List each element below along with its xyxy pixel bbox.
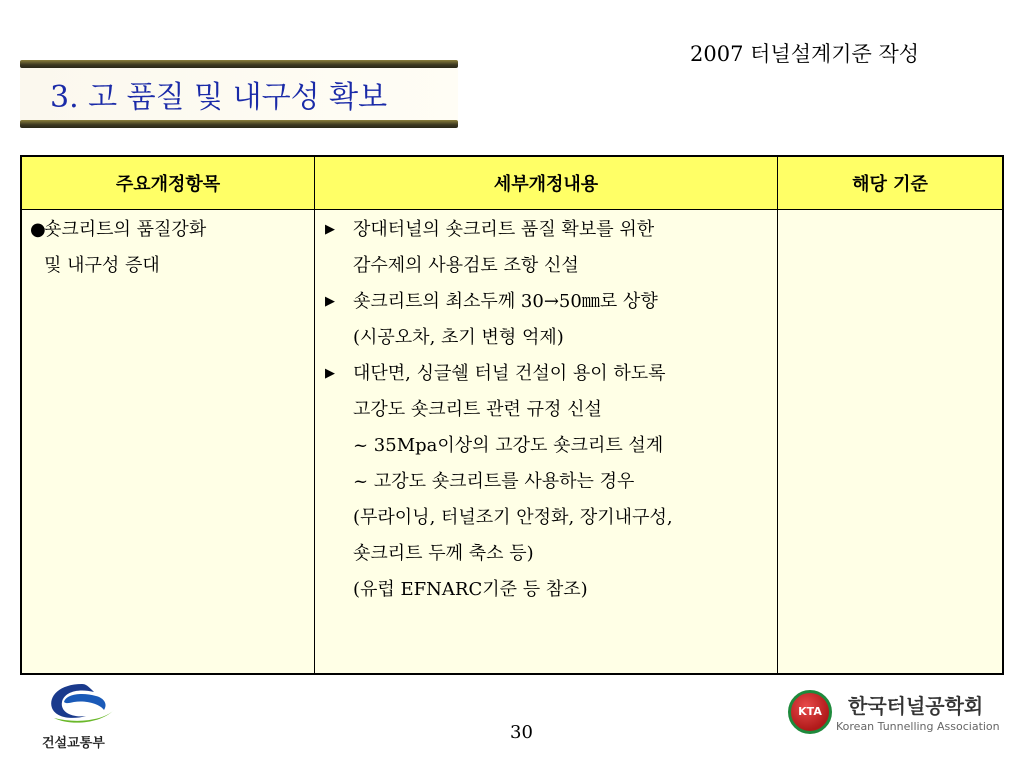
column-header-standard: 해당 기준 (778, 156, 1004, 210)
triangle-bullet-icon: ▶ (325, 294, 335, 309)
extra-line: ~ 고강도 숏크리트를 사용하는 경우 (353, 471, 635, 492)
extra-line: (무라이닝, 터널조기 안정화, 장기내구성, (353, 507, 673, 528)
ministry-logo (42, 680, 142, 750)
detail-line: (시공오차, 초기 변형 억제) (353, 327, 564, 348)
cell-standard (778, 210, 1004, 675)
title-bar-bottom (20, 120, 458, 128)
revision-table (20, 155, 1004, 675)
page-number: 30 (510, 722, 533, 743)
detail-line: 숏크리트의 최소두께 30→50㎜로 상향 (353, 291, 658, 312)
detail-line: 장대터널의 숏크리트 품질 확보를 위한 (353, 219, 655, 240)
detail-item (325, 212, 771, 248)
header-subtitle: 2007 터널설계기준 작성 (690, 42, 920, 66)
item-text-line1: 숏크리트의 품질강화 (44, 219, 207, 240)
table-header-row (21, 156, 1003, 210)
extra-line: ~ 35Mpa이상의 고강도 숏크리트 설계 (353, 435, 664, 456)
ministry-logo-text: 건설교통부 (42, 736, 105, 751)
slide-title: 3. 고 품질 및 내구성 확보 (50, 80, 388, 115)
extra-line: 숏크리트 두께 축소 등) (353, 543, 534, 564)
extra-line: (유럽 EFNARC기준 등 참조) (353, 579, 588, 600)
item-text-line2: 및 내구성 증대 (44, 255, 160, 276)
cell-details (315, 210, 778, 675)
bullet-dot: ● (30, 219, 46, 240)
detail-item (325, 284, 771, 320)
kta-name: 한국터널공학회 (848, 694, 984, 718)
ministry-emblem-icon (42, 680, 122, 730)
detail-line: 감수제의 사용검토 조항 신설 (353, 255, 579, 276)
kta-english-name: Korean Tunnelling Association (836, 720, 1000, 733)
detail-line: 대단면, 싱글쉘 터널 건설이 용이 하도록 (353, 363, 666, 384)
item-line (30, 212, 306, 248)
table-row (21, 210, 1003, 675)
triangle-bullet-icon: ▶ (325, 222, 335, 237)
detail-item (325, 356, 771, 392)
detail-line: 고강도 숏크리트 관련 규정 신설 (353, 399, 602, 420)
kta-logo (788, 688, 1016, 744)
slide-title-box (20, 60, 458, 128)
cell-item (21, 210, 315, 675)
title-bar-top (20, 60, 458, 68)
column-header-details: 세부개정내용 (315, 156, 778, 210)
triangle-bullet-icon: ▶ (325, 366, 335, 381)
column-header-item: 주요개정항목 (21, 156, 315, 210)
kta-emblem-icon: KTA (788, 690, 832, 734)
